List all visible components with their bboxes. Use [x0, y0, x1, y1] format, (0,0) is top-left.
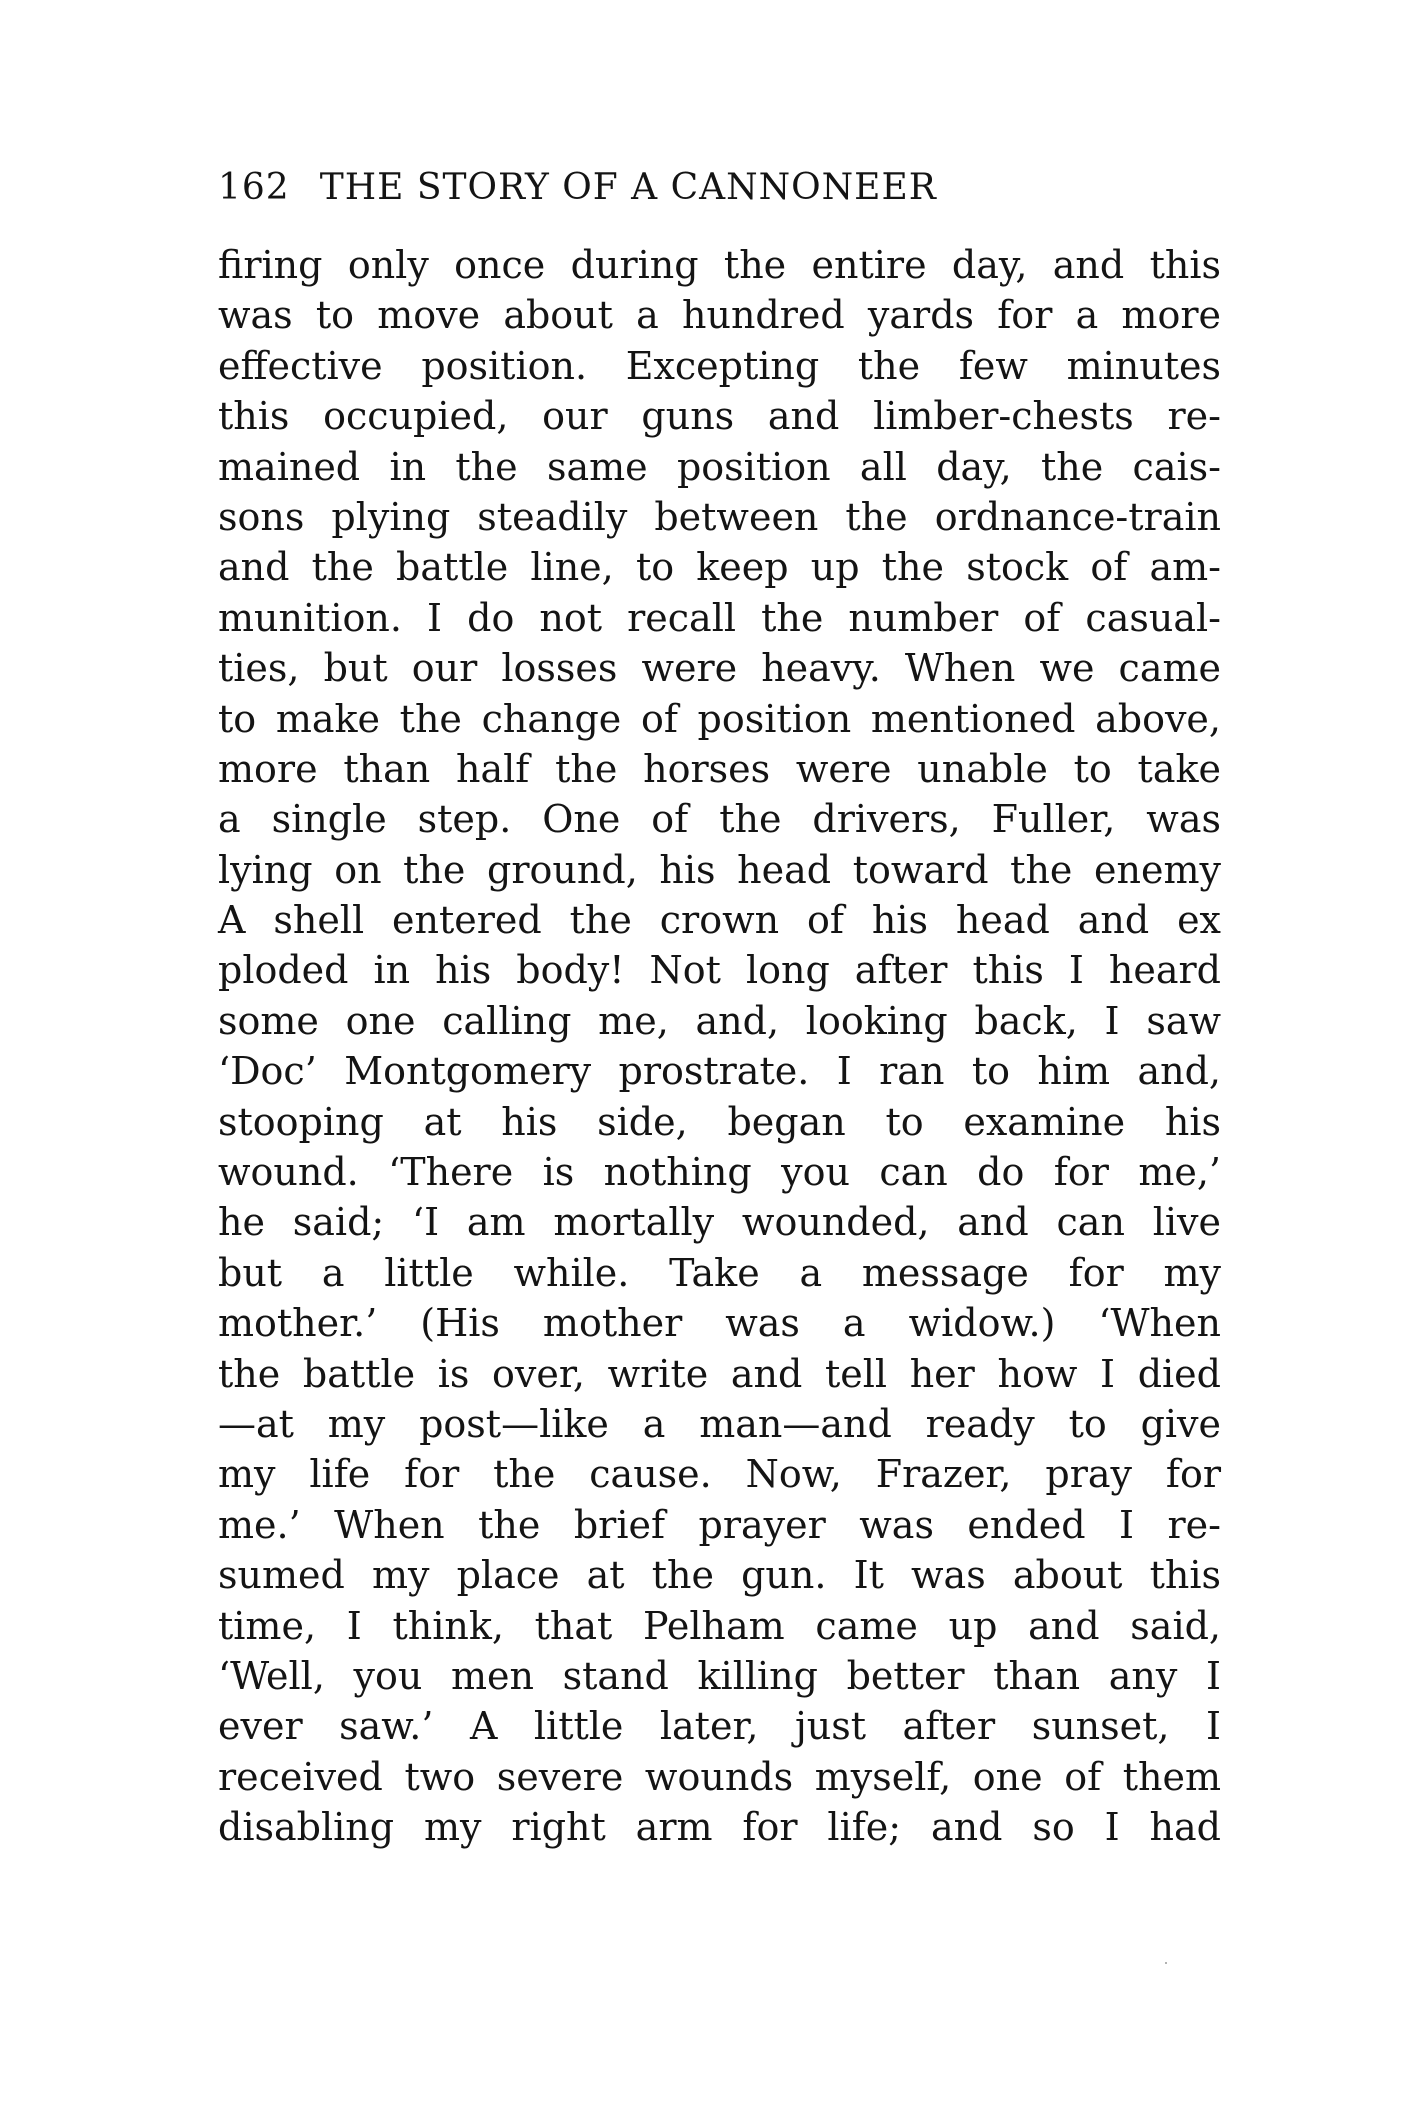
- text-line: firing only once during the entire day, and this: [218, 243, 1221, 287]
- text-line: ever saw.’ A little later, just after sunset, I: [218, 1704, 1221, 1749]
- text-line: —at my post—like a man—and ready to give: [218, 1401, 1221, 1446]
- text-line: some one calling me, and, looking back, I saw: [218, 998, 1221, 1043]
- body-text: [218, 240, 1221, 1853]
- text-line: mained in the same position all day, the cais-: [218, 444, 1221, 489]
- text-line: to make the change of position mentioned above,: [218, 696, 1221, 741]
- text-line: lying on the ground, his head toward the enemy: [218, 847, 1221, 892]
- text-line: he said; ‘I am mortally wounded, and can live: [218, 1200, 1221, 1245]
- text-line: was to move about a hundred yards for a more: [218, 293, 1221, 338]
- print-speck: [1165, 1962, 1167, 1964]
- text-line: munition. I do not recall the number of casual-: [218, 595, 1221, 640]
- page-number: 162: [218, 167, 290, 208]
- text-line: this occupied, our guns and limber-chests re-: [218, 394, 1221, 439]
- running-head: [218, 158, 1218, 218]
- text-line: sons plying steadily between the ordnance-train: [218, 494, 1221, 539]
- text-line: me.’ When the brief prayer was ended I re-: [218, 1502, 1221, 1547]
- text-line: mother.’ (His mother was a widow.) ‘When: [218, 1301, 1221, 1346]
- text-line: but a little while. Take a message for my: [218, 1250, 1221, 1295]
- text-line: ‘Well, you men stand killing better than any I: [218, 1653, 1221, 1698]
- text-line: sumed my place at the gun. It was about this: [218, 1553, 1221, 1598]
- text-line: ‘Doc’ Montgomery prostrate. I ran to him and,: [218, 1049, 1221, 1094]
- text-line: received two severe wounds myself, one of them: [218, 1754, 1221, 1799]
- text-line: effective position. Excepting the few minutes: [218, 343, 1221, 388]
- text-line: ties, but our losses were heavy. When we came: [218, 646, 1221, 691]
- text-line: a single step. One of the drivers, Fuller, was: [218, 797, 1221, 842]
- text-line: ploded in his body! Not long after this I heard: [218, 948, 1221, 993]
- text-line: time, I think, that Pelham came up and said,: [218, 1603, 1221, 1648]
- text-line: and the battle line, to keep up the stock of am-: [218, 545, 1221, 590]
- text-line: more than half the horses were unable to take: [218, 746, 1221, 791]
- text-line: disabling my right arm for life; and so I had: [218, 1805, 1221, 1850]
- text-line: stooping at his side, began to examine his: [218, 1099, 1221, 1144]
- book-title: THE STORY OF A CANNONEER: [319, 167, 937, 208]
- text-line: my life for the cause. Now, Frazer, pray for: [218, 1452, 1221, 1497]
- text-line: the battle is over, write and tell her how I died: [218, 1351, 1221, 1396]
- text-line: A shell entered the crown of his head and ex: [218, 898, 1221, 943]
- text-line: wound. ‘There is nothing you can do for me,’: [218, 1150, 1221, 1195]
